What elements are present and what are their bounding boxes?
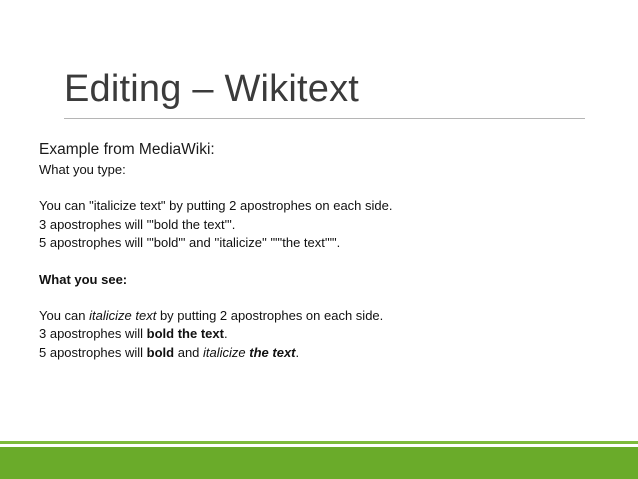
rendered-text: by putting 2 apostrophes on each side.	[156, 308, 384, 324]
rendered-text: 5 apostrophes will	[39, 344, 147, 360]
footer-accent-bar	[0, 447, 638, 479]
footer-accent-line	[0, 441, 638, 444]
bold-text: bold	[146, 344, 175, 360]
rendered-text: .	[223, 326, 228, 342]
spacer	[39, 253, 599, 271]
example-heading: Example from MediaWiki:	[39, 141, 215, 158]
spacer	[39, 289, 599, 307]
spacer	[39, 179, 599, 197]
slide-body	[39, 141, 599, 362]
typed-line: You can "italicize text" by putting 2 apostrophes on each side.	[39, 198, 393, 214]
rendered-line	[39, 325, 599, 343]
bold-italic-text: the text	[249, 344, 296, 360]
rendered-line	[39, 307, 599, 325]
typed-line: 3 apostrophes will '"bold the text'".	[39, 216, 236, 232]
title-divider	[64, 118, 585, 119]
rendered-text: 3 apostrophes will	[39, 326, 147, 342]
bold-text: bold the text	[146, 326, 224, 342]
italic-text: italicize text	[89, 308, 157, 324]
see-heading: What you see:	[39, 271, 128, 287]
slide-title: Editing – Wikitext	[64, 68, 360, 110]
rendered-text: and	[174, 344, 204, 360]
rendered-text: You can	[39, 308, 90, 324]
rendered-line	[39, 344, 599, 362]
type-heading: What you type:	[39, 162, 126, 177]
rendered-text: .	[295, 344, 300, 360]
typed-line: 5 apostrophes will '"bold"' and ''italicize'' ""'the text'"".	[39, 235, 341, 251]
italic-text: italicize	[203, 344, 246, 360]
